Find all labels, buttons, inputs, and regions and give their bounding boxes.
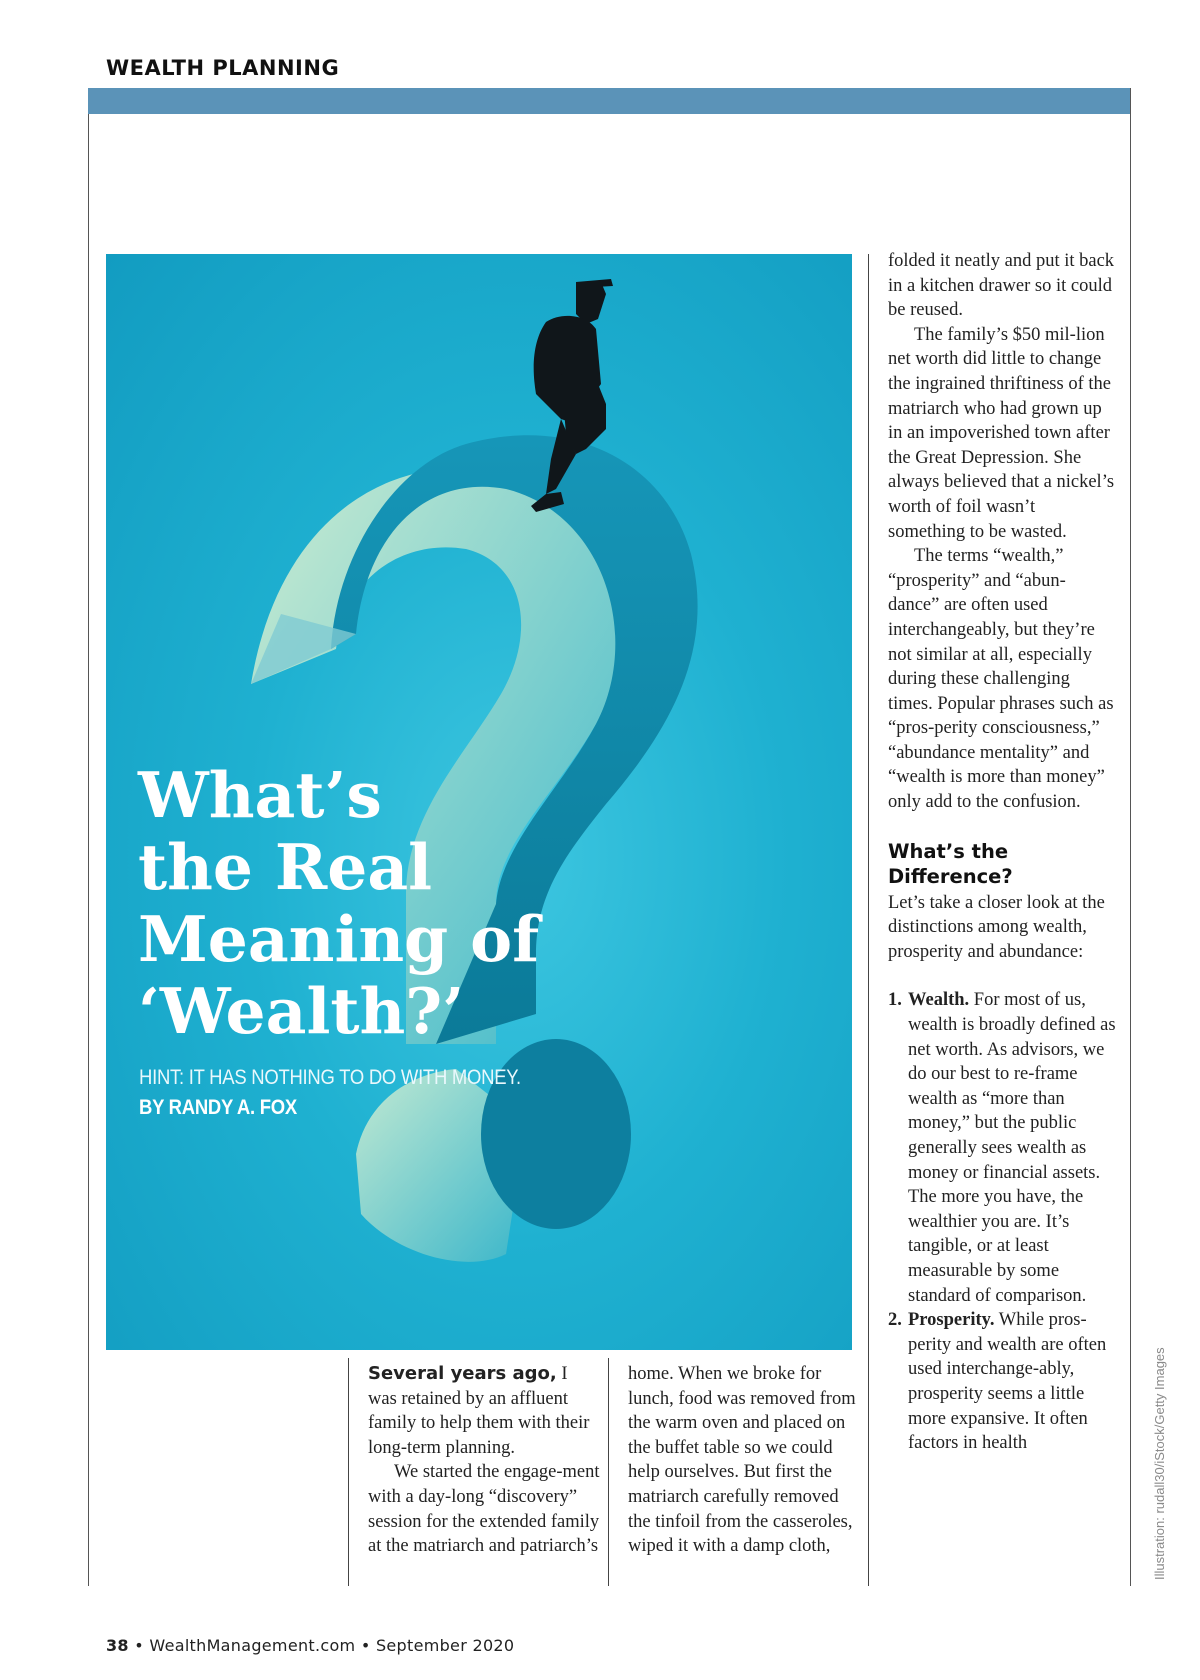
body-paragraph: The terms “wealth,” “prosperity” and “abun-dance” are often used interchangeably, but they’re not similar at all, especially during these challenging times. Popular phrases such as “pros-perity consciousness,” “abundance mentality” and “wealth is more than money” only add to the confusion. xyxy=(888,546,1114,813)
column-rule xyxy=(348,1358,349,1586)
list-number: 2. xyxy=(888,1310,902,1331)
column-rule xyxy=(868,254,869,1586)
body-paragraph: The family’s $50 mil-lion net worth did little to change the ingrained thriftiness of the matriarch who had grown up in an impoverished town after the Great Depression. She always believed that a nickel’s worth of foil wasn’t something to be wasted. xyxy=(888,324,1115,542)
column-rule xyxy=(608,1358,609,1586)
article-headline xyxy=(138,759,698,1047)
footer-text: • WealthManagement.com • September 2020 xyxy=(128,1636,515,1655)
headline-line: the Real xyxy=(138,830,433,904)
lead-in: Several years ago, xyxy=(368,1363,557,1384)
numbered-list xyxy=(888,988,1116,1455)
list-term: Prosperity. xyxy=(908,1310,995,1331)
headline-line: What’s xyxy=(138,758,382,832)
frame-right-rule xyxy=(1130,88,1131,1586)
list-term: Wealth. xyxy=(908,990,970,1011)
header-color-bar xyxy=(88,88,1130,114)
headline-line: ‘Wealth?’ xyxy=(138,974,465,1048)
article-byline: BY RANDY A. FOX xyxy=(139,1096,297,1119)
body-paragraph: Let’s take a closer look at the distinctions among wealth, prosperity and abundance: xyxy=(888,892,1105,962)
list-item xyxy=(888,988,1116,1308)
article-dek: HINT: IT HAS NOTHING TO DO WITH MONEY. xyxy=(139,1066,521,1089)
page-number: 38 xyxy=(106,1636,129,1655)
page-footer xyxy=(106,1636,514,1655)
section-label: WEALTH PLANNING xyxy=(106,56,340,80)
body-paragraph: We started the engage-ment with a day-long “discovery” session for the extended family at the matriarch and patriarch’s xyxy=(368,1462,600,1557)
hero-illustration xyxy=(106,254,852,1350)
paragraph-text: I was retained by an affluent family to help them with their long-term planning. xyxy=(368,1364,590,1458)
list-text: While pros-perity and wealth are often used interchange-ably, prosperity seems a little more expansive. It often factors in health xyxy=(908,1310,1107,1454)
list-number: 1. xyxy=(888,990,902,1011)
body-paragraph: home. When we broke for lunch, food was removed from the warm oven and placed on the buffet table so we could help ourselves. But first the matriarch carefully removed the tinfoil from the casseroles, wiped it with a damp cloth, xyxy=(628,1364,856,1557)
section-subhead: What’s the Difference? xyxy=(888,839,1013,888)
body-column-3 xyxy=(888,249,1116,1456)
body-column-2 xyxy=(628,1362,860,1559)
list-item xyxy=(888,1308,1116,1456)
headline-line: Meaning of xyxy=(138,902,540,976)
list-text: For most of us, wealth is broadly defined as net worth. As advisors, we do our best to re-frame wealth as “more than money,” but the public generally sees wealth as money or financial assets. The more you have, the wealthier you are. It’s tangible, or at least measurable by some standard of comparison. xyxy=(908,990,1116,1306)
body-paragraph: folded it neatly and put it back in a kitchen drawer so it could be reused. xyxy=(888,251,1115,321)
body-column-1 xyxy=(368,1362,600,1559)
photo-credit: Illustration: rudall30/iStock/Getty Images xyxy=(1152,1347,1167,1580)
frame-left-rule xyxy=(88,114,89,1586)
body-paragraph xyxy=(368,1362,600,1460)
